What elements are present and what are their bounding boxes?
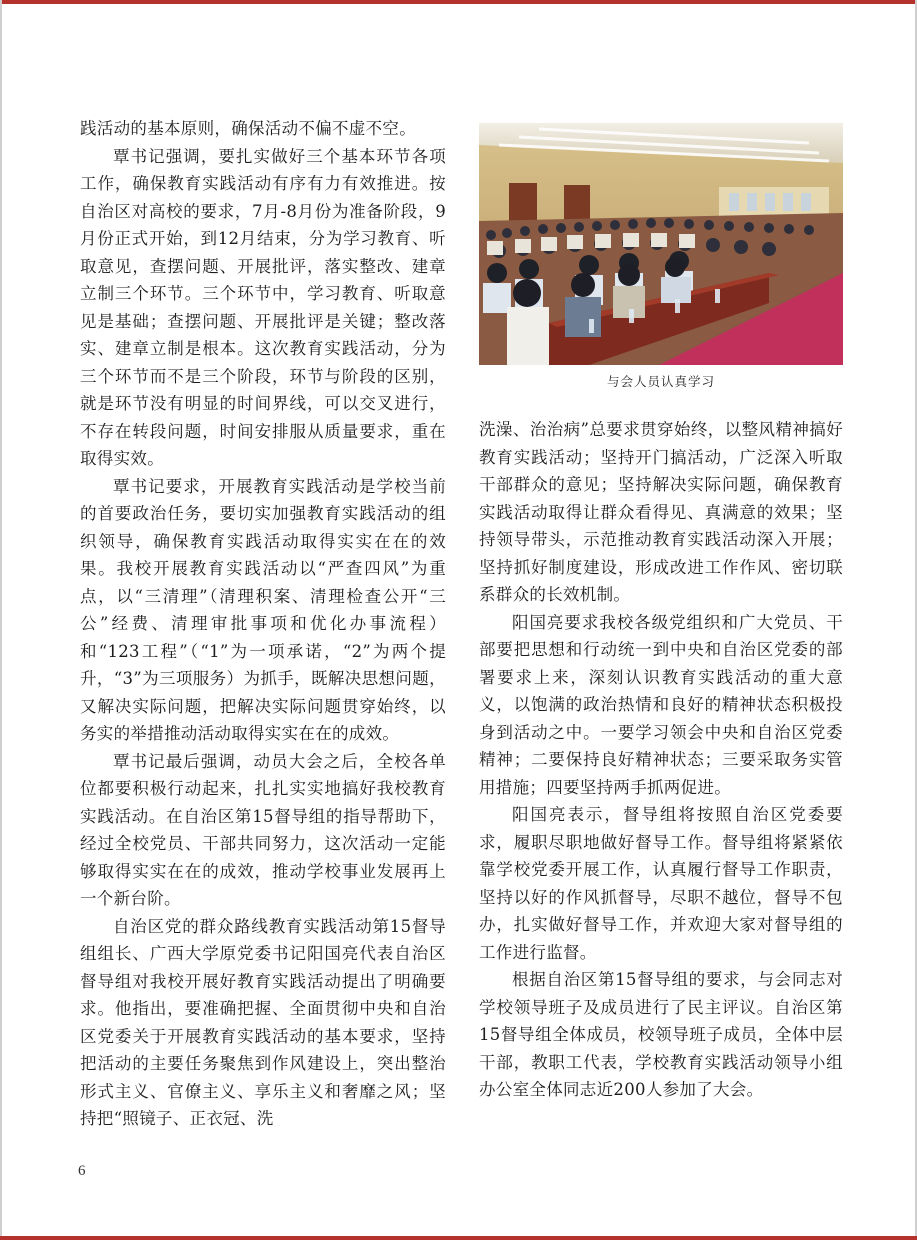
paragraph: 覃书记最后强调，动员大会之后，全校各单位都要积极行动起来，扎扎实实地搞好我校教育实践活动。在自治区第15督导组的指导帮助下，经过全校党员、干部共同努力，这次活动一定能够取得实实在在的成效，推动学校事业发展再上一个新台阶。 bbox=[80, 751, 446, 908]
paragraph: 自治区党的群众路线教育实践活动第15督导组组长、广西大学原党委书记阳国亮代表自治区督导组对我校开展好教育实践活动提出了明确要求。他指出，要准确把握、全面贯彻中央和自治区党委关于开展教育实践活动的基本要求，坚持把活动的主要任务聚焦到作风建设上，突出整治形式主义、官僚主义、享乐主义和奢靡之风；坚持把“照镜子、正衣冠、洗 bbox=[80, 916, 446, 1128]
paragraph: 覃书记强调，要扎实做好三个基本环节各项工作，确保教育实践活动有序有力有效推进。按自治区对高校的要求，7月-8月份为准备阶段，9月份正式开始，到12月结束，分为学习教育、听取意见，查摆问题、开展批评，落实整改、建章立制三个环节。三个环节中，学习教育、听取意见是基础；查摆问题、开展批评是关键；整改落实、建章立制是根本。这次教育实践活动，分为三个环节而不是三个阶段，环节与阶段的区别，就是环节没有明显的时间界线，可以交叉进行，不存在转段问题，时间安排服从质量要求，重在取得实效。 bbox=[80, 146, 446, 468]
right-text-column bbox=[479, 416, 843, 1104]
paragraph: 洗澡、治治病”总要求贯穿始终，以整风精神搞好教育实践活动；坚持开门搞活动，广泛深入听取干部群众的意见；坚持解决实际问题，确保教育实践活动取得让群众看得见、真满意的效果；坚持领导带头，示范推动教育实践活动深入开展；坚持抓好制度建设，形成改进工作作风、密切联系群众的长效机制。 bbox=[479, 420, 843, 604]
paragraph: 阳国亮表示，督导组将按照自治区党委要求，履职尽职地做好督导工作。督导组将紧紧依靠学校党委开展工作，认真履行督导工作职责，坚持以好的作风抓督导，尽职不越位，督导不包办，扎实做好督导工作，并欢迎大家对督导组的工作进行监督。 bbox=[479, 805, 843, 962]
paragraph: 根据自治区第15督导组的要求，与会同志对学校领导班子及成员进行了民主评议。自治区第15督导组全体成员，校领导班子成员，全体中层干部，教职工代表，学校教育实践活动领导小组办公室全体同志近200人参加了大会。 bbox=[479, 970, 843, 1099]
paragraph: 践活动的基本原则，确保活动不偏不虚不空。 bbox=[80, 119, 416, 138]
top-border-rule bbox=[0, 0, 917, 4]
left-text-column bbox=[80, 115, 446, 1133]
paragraph: 阳国亮要求我校各级党组织和广大党员、干部要把思想和行动统一到中央和自治区党委的部署要求上来，深刻认识教育实践活动的重大意义，以饱满的政治热情和良好的精神状态积极投身到活动之中。一要学习领会中央和自治区党委精神；二要保持良好精神状态；三要采取务实管用措施；四要坚持两手抓两促进。 bbox=[479, 612, 843, 797]
page-number: 6 bbox=[78, 1163, 86, 1179]
meeting-photo bbox=[479, 123, 843, 365]
paragraph: 覃书记要求，开展教育实践活动是学校当前的首要政治任务，要切实加强教育实践活动的组织领导，确保教育实践活动取得实实在在的效果。我校开展教育实践活动以“严查四风”为重点，以“三清理”（清理积案、清理检查公开“三公”经费、清理审批事项和优化办事流程）和“123工程”（“1”为一项承诺，“2”为两个提升，“3”为三项服务）为抓手，既解决思想问题，又解决实际问题，把解决实际问题贯穿始终，以务实的举措推动活动取得实实在在的成效。 bbox=[80, 476, 446, 743]
photo-caption: 与会人员认真学习 bbox=[606, 374, 715, 389]
left-page-edge bbox=[0, 0, 2, 1240]
bottom-border-rule bbox=[0, 1236, 917, 1240]
